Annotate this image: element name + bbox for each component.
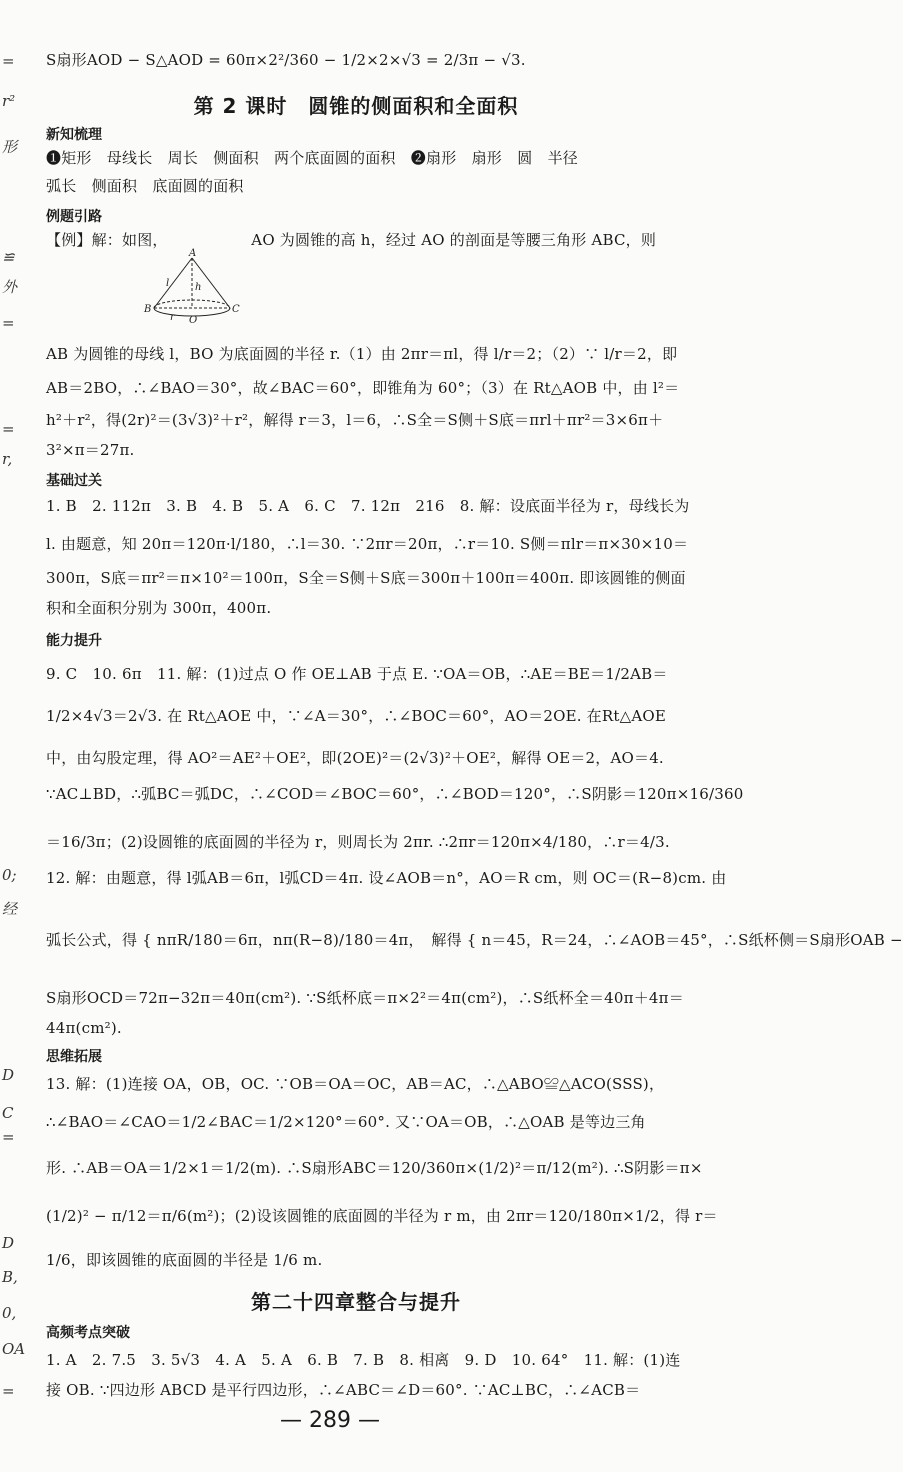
label-O: O bbox=[189, 315, 198, 326]
text-line: ∴∠BAO＝∠CAO＝1/2∠BAC＝1/2×120°＝60°. 又∵OA＝OB，∴△OAB 是等边三角 bbox=[46, 1113, 646, 1131]
section-heading: 高频考点突破 bbox=[46, 1325, 130, 1341]
left-margin-fragments bbox=[0, 0, 26, 1472]
text-line: 形. ∴AB＝OA＝1/2×1＝1/2(m). ∴S扇形ABC＝120/360π×(1/2)²＝π/12(m²). ∴S阴影＝π× bbox=[46, 1159, 703, 1177]
text-line: 1/2×4√3＝2√3. 在 Rt△AOE 中，∵∠A＝30°，∴∠BOC＝60°，AO＝2OE. 在Rt△AOE bbox=[46, 707, 667, 725]
margin-mark: 形 bbox=[2, 138, 18, 156]
label-B: B bbox=[144, 304, 152, 315]
margin-mark: = bbox=[2, 420, 15, 438]
text-line: 12. 解：由题意，得 l弧AB＝6π，l弧CD＝4π. 设∠AOB＝n°，AO＝R cm，则 OC＝(R−8)cm. 由 bbox=[46, 869, 727, 887]
label-l: l bbox=[166, 278, 170, 289]
label-A: A bbox=[189, 248, 197, 259]
text-line: S扇形OCD＝72π−32π＝40π(cm²). ∵S纸杯底＝π×2²＝4π(cm²)，∴S纸杯全＝40π＋4π＝ bbox=[46, 989, 684, 1007]
margin-mark: D bbox=[2, 1234, 15, 1252]
text-line: 9. C 10. 6π 11. 解：(1)过点 O 作 OE⊥AB 于点 E. ∵OA＝OB，∴AE＝BE＝1/2AB＝ bbox=[46, 665, 668, 683]
section-heading: 思维拓展 bbox=[46, 1049, 102, 1065]
margin-mark: B, bbox=[2, 1268, 18, 1286]
text-line: ❶矩形 母线长 周长 侧面积 两个底面圆的面积 ❷扇形 扇形 圆 半径 bbox=[46, 149, 579, 167]
text-line: (1/2)² − π/12＝π/6(m²)；(2)设该圆锥的底面圆的半径为 r m，由 2πr＝120/180π×1/2，得 r＝ bbox=[46, 1207, 718, 1225]
text-line: 弧长 侧面积 底面圆的面积 bbox=[46, 177, 244, 195]
cone-figure bbox=[142, 250, 242, 330]
chapter-title: 第二十四章整合与提升 bbox=[251, 1290, 461, 1314]
cone-left-edge bbox=[154, 258, 192, 308]
text-line: 3²×π＝27π. bbox=[46, 441, 135, 459]
margin-mark: 0, bbox=[2, 1304, 17, 1322]
text-line: 弧长公式，得 { nπR/180＝6π，nπ(R−8)/180＝4π， 解得 { n＝45，R＝24，∴∠AOB＝45°，∴S纸杯侧＝S扇形OAB − bbox=[46, 931, 903, 949]
text-line: ∵AC⊥BD，∴弧BC＝弧DC，∴∠COD＝∠BOC＝60°，∴∠BOD＝120°，∴S阴影＝120π×16/360 bbox=[46, 785, 744, 803]
text-line: 接 OB. ∵四边形 ABCD 是平行四边形，∴∠ABC＝∠D＝60°. ∵AC⊥BC，∴∠ACB＝ bbox=[46, 1381, 641, 1399]
section-heading: 新知梳理 bbox=[46, 127, 102, 143]
text-line: 1/6，即该圆锥的底面圆的半径是 1/6 m. bbox=[46, 1251, 323, 1269]
text-line: S扇形AOD − S△AOD = 60π×2²/360 − 1/2×2×√3 = 2/3π − √3. bbox=[46, 51, 526, 69]
margin-mark: r, bbox=[2, 450, 13, 468]
lesson-title: 第 2 课时 圆锥的侧面积和全面积 bbox=[193, 94, 519, 118]
text-line: 13. 解：(1)连接 OA，OB，OC. ∵OB＝OA＝OC，AB＝AC，∴△ABO≌△ACO(SSS)， bbox=[46, 1075, 665, 1093]
margin-mark: ≌ bbox=[2, 248, 15, 266]
section-heading: 例题引路 bbox=[46, 209, 102, 225]
text-line: 300π，S底＝πr²＝π×10²＝100π，S全＝S侧＋S底＝300π＋100π＝400π. 即该圆锥的侧面 bbox=[46, 569, 686, 587]
text-line: l. 由题意，知 20π＝120π·l/180，∴l＝30. ∵2πr＝20π，∴r＝10. S侧＝πlr＝π×30×10＝ bbox=[46, 535, 689, 553]
text-line: h²＋r²，得(2r)²＝(3√3)²＋r²，解得 r＝3，l＝6，∴S全＝S侧＋S底＝πrl＋πr²＝3×6π＋ bbox=[46, 411, 664, 429]
margin-mark: 外 bbox=[2, 278, 18, 296]
text-line: 【例】解：如图， AO 为圆锥的高 h，经过 AO 的剖面是等腰三角形 ABC，则 bbox=[46, 231, 657, 249]
text-line: 积和全面积分别为 300π，400π. bbox=[46, 599, 272, 617]
text-line: 44π(cm²). bbox=[46, 1019, 122, 1037]
text-line: 1. A 2. 7.5 3. 5√3 4. A 5. A 6. B 7. B 8. 相离 9. D 10. 64° 11. 解：(1)连 bbox=[46, 1351, 681, 1369]
margin-mark: r² bbox=[2, 92, 16, 110]
margin-mark: = bbox=[2, 1128, 15, 1146]
label-h: h bbox=[195, 282, 202, 293]
margin-mark: = bbox=[2, 314, 15, 332]
text-line: AB＝2BO，∴∠BAO＝30°，故∠BAC＝60°，即锥角为 60°；（3）在 Rt△AOB 中，由 l²＝ bbox=[46, 379, 680, 397]
section-heading: 能力提升 bbox=[46, 633, 102, 649]
margin-mark: C bbox=[2, 1104, 14, 1122]
section-heading: 基础过关 bbox=[46, 473, 102, 489]
margin-mark: 经 bbox=[2, 900, 18, 918]
text-line: 中，由勾股定理，得 AO²＝AE²＋OE²，即(2OE)²＝(2√3)²＋OE²，解得 OE＝2，AO＝4. bbox=[46, 749, 664, 767]
label-r: r bbox=[170, 312, 175, 323]
label-C: C bbox=[232, 304, 240, 315]
text-line: AB 为圆锥的母线 l，BO 为底面圆的半径 r.（1）由 2πr＝πl，得 l/r＝2；（2）∵ l/r＝2，即 bbox=[46, 345, 678, 363]
margin-mark: 0; bbox=[2, 866, 17, 884]
margin-mark: OA bbox=[2, 1340, 26, 1358]
page-number: — 289 — bbox=[280, 1408, 380, 1433]
margin-mark: = bbox=[2, 1382, 15, 1400]
text-line: 1. B 2. 112π 3. B 4. B 5. A 6. C 7. 12π 216 8. 解：设底面半径为 r，母线长为 bbox=[46, 497, 690, 515]
margin-mark: = bbox=[2, 52, 15, 70]
margin-mark: D bbox=[2, 1066, 15, 1084]
text-line: ＝16/3π；(2)设圆锥的底面圆的半径为 r，则周长为 2πr. ∴2πr＝120π×4/180，∴r＝4/3. bbox=[46, 833, 670, 851]
